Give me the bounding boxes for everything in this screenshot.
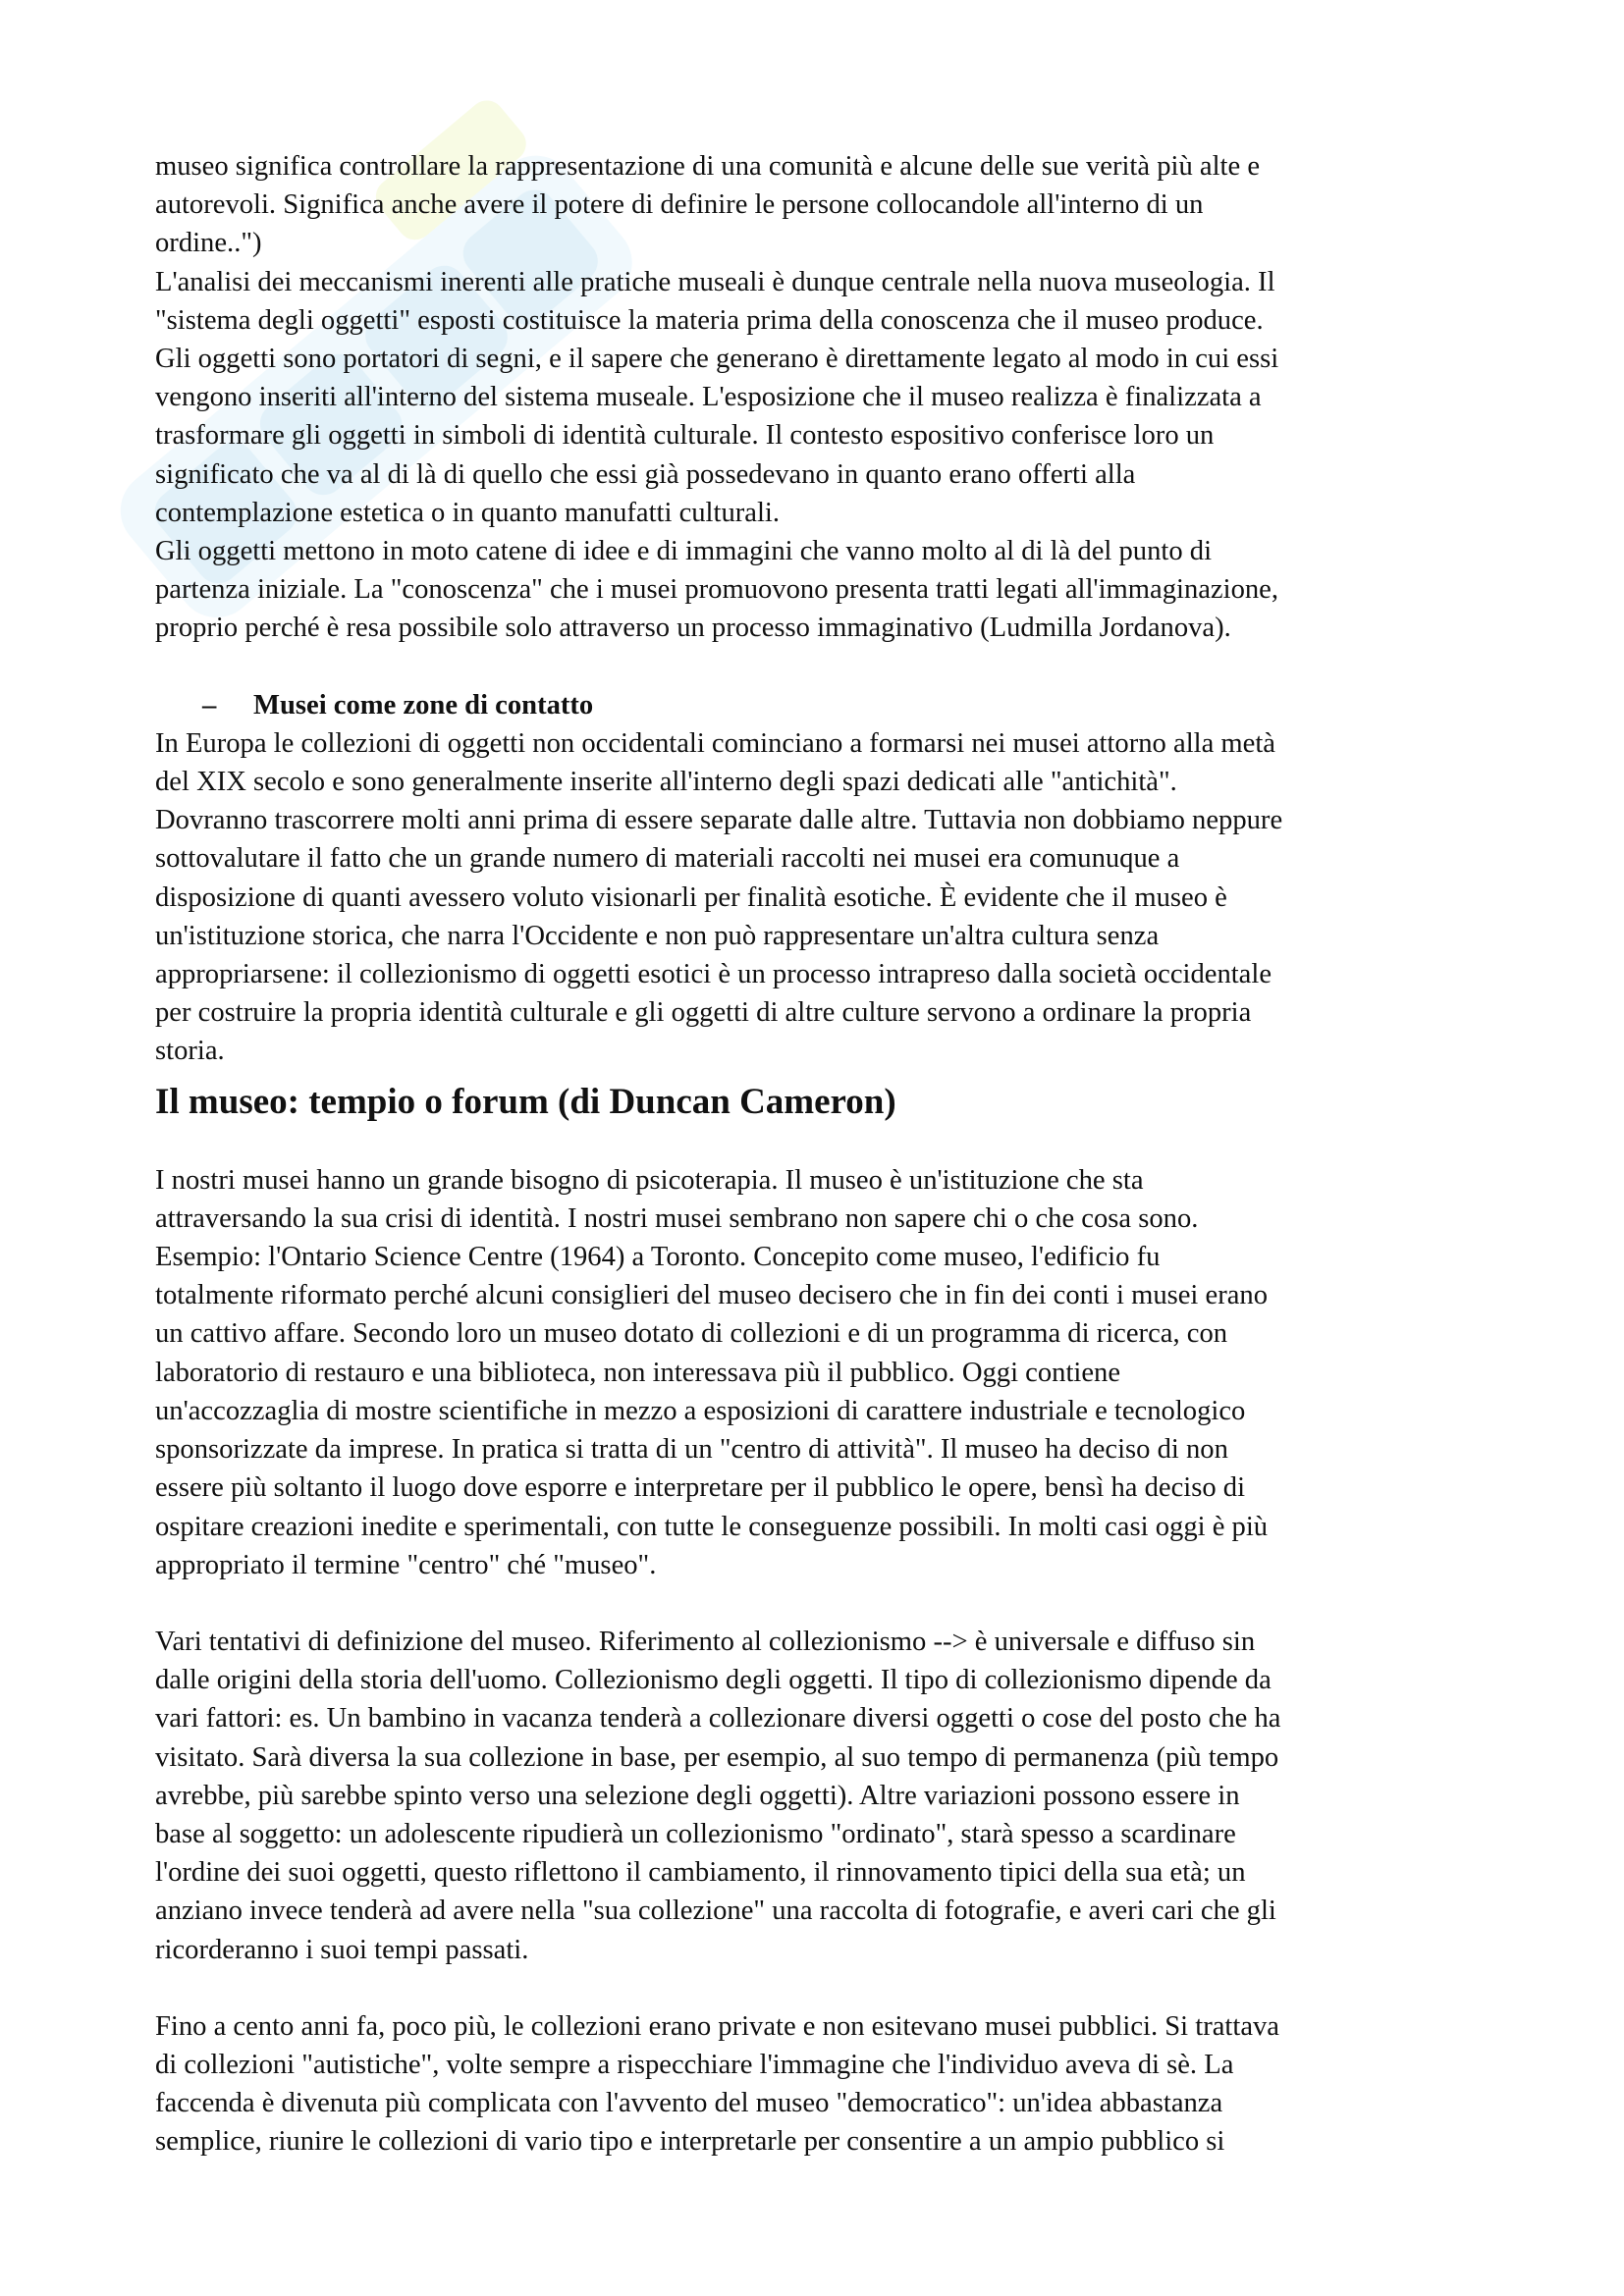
paragraph: museo significa controllare la rappresentazione di una comunità e alcune delle sue verità più alte e autorevoli. Significa anche avere il potere di definire le persone collocandole all'interno di un ordine..") xyxy=(155,151,1261,259)
section-title: Il museo: tempio o forum (di Duncan Cameron) xyxy=(155,1081,896,1122)
paragraph: L'analisi dei meccanismi inerenti alle pratiche museali è dunque centrale nella nuova museologia. Il "sistema degli oggetti" esposti costituisce la materia prima della conoscenza che il museo produce. Gli oggetti sono portatori di segni, e il sapere che generano è direttamente legato al modo in cui essi vengono inseriti all'interno del sistema museale. L'esposizione che il museo realizza è finalizzata a trasformare gli oggetti in simboli di identità culturale. Il contesto espositivo conferisce loro un significato che va al di là di quello che essi già possedevano in quanto erano offerti alla contemplazione estetica o in quanto manufatti culturali. xyxy=(155,266,1279,528)
paragraph: In Europa le collezioni di oggetti non occidentali cominciano a formarsi nei musei attorno alla metà del XIX secolo e sono generalmente inserite all'interno degli spazi dedicati alle "antichità". Dovranno trascorrere molti anni prima di essere separate dalle altre. Tuttavia non dobbiamo neppure sottovalutare il fatto che un grande numero di materiali raccolti nei musei era comunuque a disposizione di quanti avessero voluto visionarli per finalità esotiche. È evidente che il museo è un'istituzione storica, che narra l'Occidente e non può rappresentare un'altra cultura senza appropriarsene: il collezionismo di oggetti esotici è un processo intrapreso dalla società occidentale per costruire la propria identità culturale e gli oggetti di altre culture servono a ordinare la propria storia. xyxy=(155,727,1283,1067)
subheading xyxy=(155,686,1486,724)
paragraph: Fino a cento anni fa, poco più, le collezioni erano private e non esitevano musei pubblici. Si trattava di collezioni "autistiche", volte sempre a rispecchiare l'immagine che l'individuo aveva di sè. La faccenda è divenuta più complicata con l'avvento del museo "democratico": un'idea abbastanza semplice, riunire le collezioni di vario tipo e interpretarle per consentire a un ampio pubblico si xyxy=(155,2010,1279,2158)
bullet-dash: – xyxy=(202,689,217,721)
document-page xyxy=(155,147,1486,2162)
subheading-text: Musei come zone di contatto xyxy=(253,689,594,721)
paragraph: I nostri musei hanno un grande bisogno di psicoterapia. Il museo è un'istituzione che sta attraversando la sua crisi di identità. I nostri musei sembrano non sapere chi o che cosa sono. Esempio: l'Ontario Science Centre (1964) a Toronto. Concepito come museo, l'edificio fu totalmente riformato perché alcuni consiglieri del museo decisero che in fin dei conti i musei erano un cattivo affare. Secondo loro un museo dotato di collezioni e di un programma di ricerca, con laboratorio di restauro e una biblioteca, non interessava più il pubblico. Oggi contiene un'accozzaglia di mostre scientifiche in mezzo a esposizioni di carattere industriale e tecnologico sponsorizzate da imprese. In pratica si tratta di un "centro di attività". Il museo ha deciso di non essere più soltanto il luogo dove esporre e interpretare per il pubblico le opere, bensì ha deciso di ospitare creazioni inedite e sperimentali, con tutte le conseguenze possibili. In molti casi oggi è più appropriato il termine "centro" ché "museo". xyxy=(155,1164,1269,1580)
paragraph: Gli oggetti mettono in moto catene di idee e di immagini che vanno molto al di là del punto di partenza iniziale. La "conoscenza" che i musei promuovono presenta tratti legati all'immaginazione, proprio perché è resa possibile solo attraverso un processo immaginativo (Ludmilla Jordanova). xyxy=(155,536,1279,644)
paragraph: Vari tentativi di definizione del museo. Riferimento al collezionismo --> è universale e diffuso sin dalle origini della storia dell'uomo. Collezionismo degli oggetti. Il tipo di collezionismo dipende da vari fattori: es. Un bambino in vacanza tenderà a collezionare diversi oggetti o cose del posto che ha visitato. Sarà diversa la sua collezione in base, per esempio, al suo tempo di permanenza (più tempo avrebbe, più sarebbe spinto verso una selezione degli oggetti). Altre variazioni possono essere in base al soggetto: un adolescente ripudierà un collezionismo "ordinato", starà spesso a scardinare l'ordine dei suoi oggetti, questo riflettono il cambiamento, il rinnovamento tipici della sua età; un anziano invece tenderà ad avere nella "sua collezione" una raccolta di fotografie, e averi cari che gli ricorderanno i suoi tempi passati. xyxy=(155,1626,1281,1965)
